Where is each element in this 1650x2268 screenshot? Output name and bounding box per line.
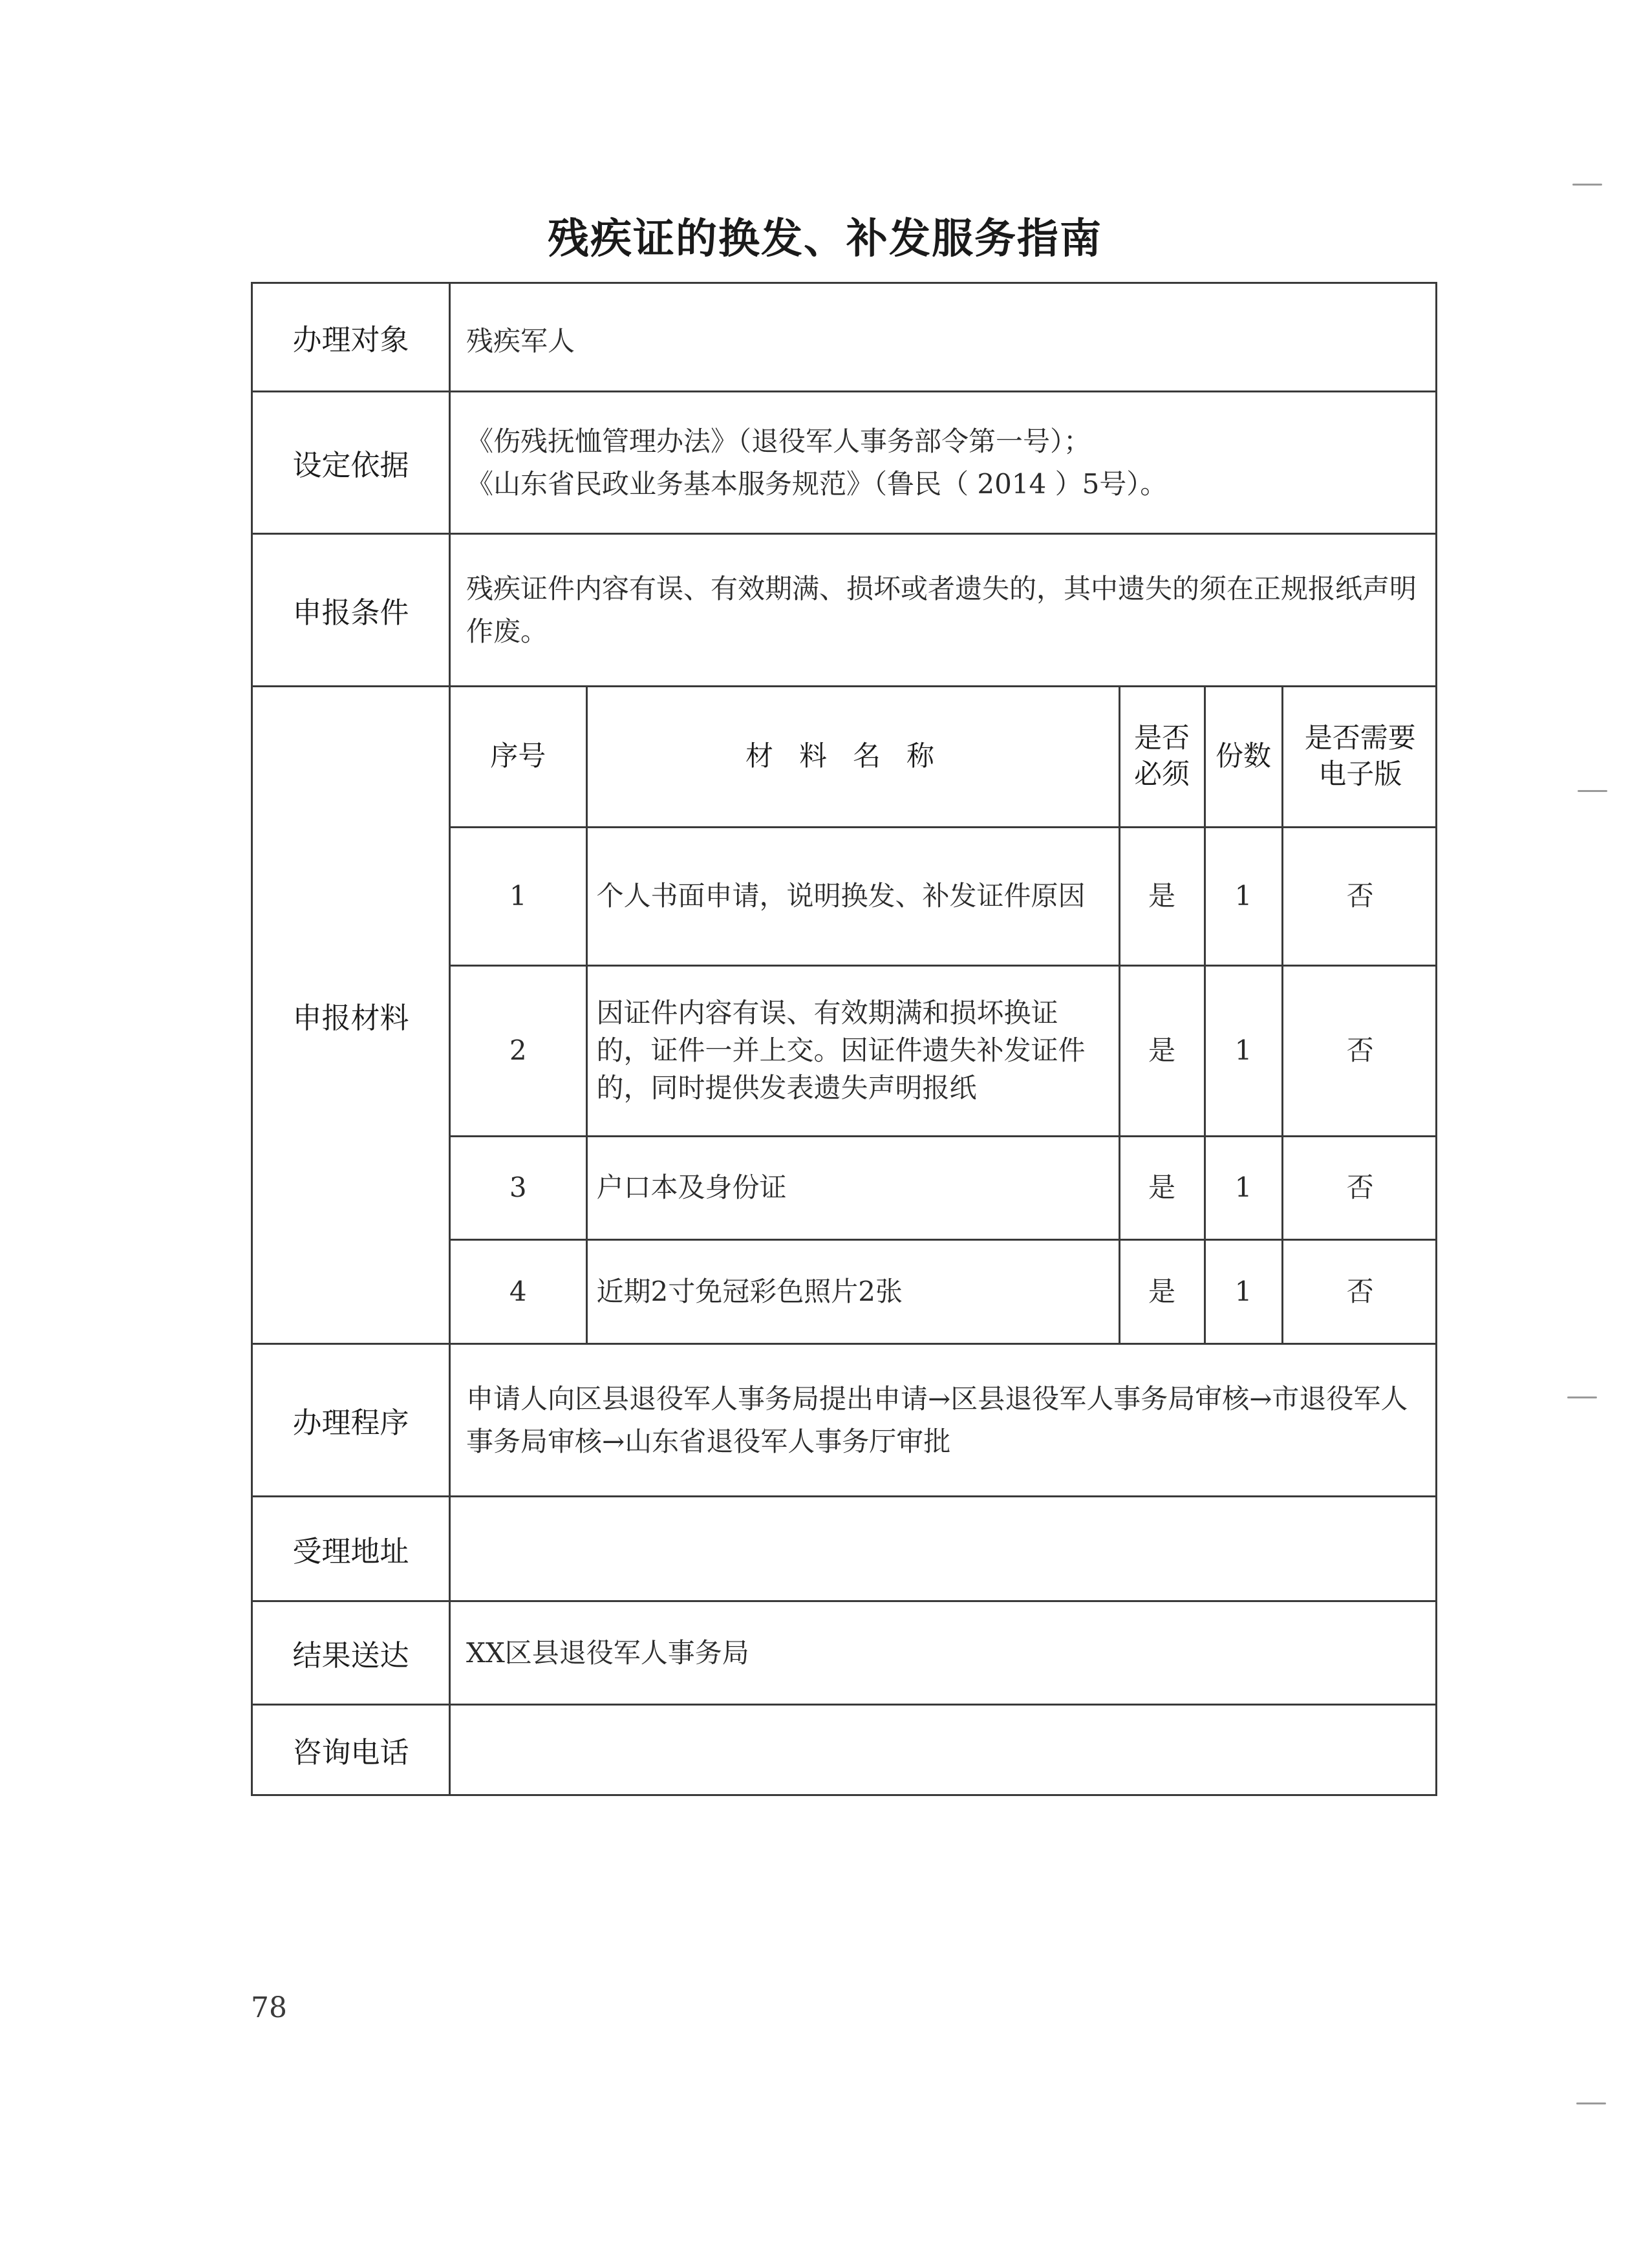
label-phone: 咨询电话 (252, 1705, 450, 1795)
row-basis (252, 392, 1437, 534)
item-copies: 1 (1205, 965, 1282, 1136)
item-electronic: 否 (1282, 965, 1437, 1136)
table-row (451, 827, 1437, 965)
label-procedure: 办理程序 (252, 1344, 450, 1497)
item-required: 是 (1119, 827, 1205, 965)
item-required: 是 (1119, 1239, 1205, 1343)
item-name: 户口本及身份证 (586, 1136, 1119, 1239)
value-phone (450, 1705, 1437, 1795)
value-procedure: 申请人向区县退役军人事务局提出申请→区县退役军人事务局审核→市退役军人事务局审核→山东省退役军人事务厅审批 (450, 1344, 1437, 1497)
item-copies: 1 (1205, 1136, 1282, 1239)
header-electronic (1282, 687, 1437, 827)
header-required (1119, 687, 1205, 827)
row-materials (252, 687, 1437, 1344)
item-copies: 1 (1205, 1239, 1282, 1343)
row-target (252, 283, 1437, 392)
service-guide-table (251, 282, 1437, 1796)
value-delivery: XX区县退役军人事务局 (450, 1601, 1437, 1705)
table-row (451, 1239, 1437, 1343)
label-delivery: 结果送达 (252, 1601, 450, 1705)
scan-mark (1572, 184, 1602, 186)
header-name: 材料名称 (586, 687, 1119, 827)
item-name: 因证件内容有误、有效期满和损坏换证的，证件一并上交。因证件遗失补发证件的，同时提供发表遗失声明报纸 (586, 965, 1119, 1136)
item-electronic: 否 (1282, 1136, 1437, 1239)
basis-line-2: 《山东省民政业务基本服务规范》（鲁民（ 2014 ）5号）。 (466, 467, 1168, 500)
header-required-line-2: 必须 (1134, 758, 1190, 791)
row-conditions (252, 534, 1437, 687)
table-row (451, 965, 1437, 1136)
label-conditions: 申报条件 (252, 534, 450, 687)
row-procedure (252, 1344, 1437, 1497)
item-electronic: 否 (1282, 827, 1437, 965)
item-seq: 2 (451, 965, 586, 1136)
item-required: 是 (1119, 1136, 1205, 1239)
row-phone (252, 1705, 1437, 1795)
page-number: 78 (251, 1991, 287, 2024)
header-required-line-1: 是否 (1134, 722, 1190, 755)
materials-table (451, 687, 1437, 1343)
item-name: 近期2寸免冠彩色照片2张 (586, 1239, 1119, 1343)
item-required: 是 (1119, 965, 1205, 1136)
row-delivery (252, 1601, 1437, 1705)
header-seq: 序号 (451, 687, 586, 827)
label-materials: 申报材料 (252, 687, 450, 1344)
basis-line-1: 《伤残抚恤管理办法》（退役军人事务部令第一号）； (466, 425, 1091, 457)
label-target: 办理对象 (252, 283, 450, 392)
item-name: 个人书面申请，说明换发、补发证件原因 (586, 827, 1119, 965)
materials-cell (450, 687, 1437, 1344)
header-electronic-line-1: 是否需要 (1304, 722, 1416, 755)
row-address (252, 1497, 1437, 1601)
page-title: 残疾证的换发、补发服务指南 (548, 215, 1102, 263)
value-conditions: 残疾证件内容有误、有效期满、损坏或者遗失的，其中遗失的须在正规报纸声明作废。 (450, 534, 1437, 687)
scan-mark (1578, 790, 1607, 792)
header-electronic-line-2: 电子版 (1318, 758, 1402, 791)
item-seq: 4 (451, 1239, 586, 1343)
item-copies: 1 (1205, 827, 1282, 965)
value-address (450, 1497, 1437, 1601)
scan-mark (1576, 2102, 1606, 2104)
label-address: 受理地址 (252, 1497, 450, 1601)
item-seq: 3 (451, 1136, 586, 1239)
materials-header-row (451, 687, 1437, 827)
value-target: 残疾军人 (450, 283, 1437, 392)
scan-mark (1567, 1396, 1597, 1398)
table-row (451, 1136, 1437, 1239)
item-electronic: 否 (1282, 1239, 1437, 1343)
value-basis (450, 392, 1437, 534)
item-seq: 1 (451, 827, 586, 965)
header-copies: 份数 (1205, 687, 1282, 827)
label-basis: 设定依据 (252, 392, 450, 534)
